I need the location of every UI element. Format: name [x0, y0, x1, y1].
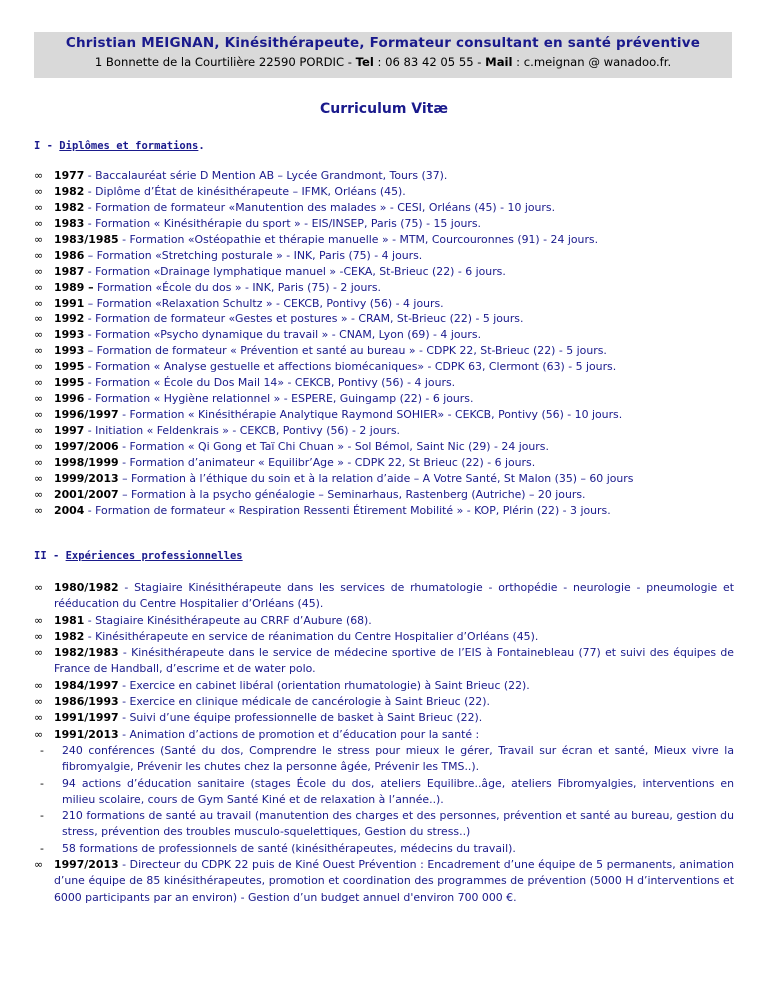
diplome-item — [34, 471, 734, 487]
bullet-icon: ∞ — [34, 376, 44, 390]
bullet-icon: ∞ — [34, 727, 44, 741]
item-text: – Formation à la psycho généalogie – Seminarhaus, Rastenberg (Autriche) – 20 jours. — [118, 487, 586, 501]
item-year: 1997/2006 — [54, 439, 119, 453]
item-text: - Suivi d’une équipe professionnelle de basket à Saint Brieuc (22). — [118, 711, 483, 725]
bullet-icon: ∞ — [34, 471, 44, 485]
item-year: 1977 — [54, 169, 85, 182]
experience-item — [34, 694, 734, 710]
item-year: 1991/1997 — [54, 711, 119, 725]
experience-subitem — [40, 841, 734, 857]
experience-item — [34, 613, 734, 629]
diplomes-list — [34, 168, 734, 519]
subitem-text: 58 formations de professionnels de santé (kinésithérapeutes, médecins du travail). — [62, 841, 516, 855]
item-year: 1981 — [54, 613, 85, 627]
item-year: 1987 — [54, 264, 85, 278]
diplome-item — [34, 359, 734, 375]
item-year: 1995 — [54, 360, 85, 374]
bullet-icon: ∞ — [34, 487, 44, 501]
item-text: - Stagiaire Kinésithérapeute dans les services de rhumatologie - orthopédie - neurologie - pneumologie et rééducation du Centre Hospitalier d’Orléans (45). — [54, 581, 734, 611]
item-year: 2004 — [54, 503, 85, 517]
bullet-icon: ∞ — [34, 455, 44, 469]
experience-item — [34, 857, 734, 906]
item-year: 1980/1982 — [54, 581, 119, 594]
item-text: Formation «École du dos » - INK, Paris (75) - 2 jours. — [93, 280, 381, 294]
experience-item — [34, 727, 734, 857]
diplome-item — [34, 296, 734, 312]
item-text: – Formation «Relaxation Schultz » - CEKCB, Pontivy (56) - 4 jours. — [84, 296, 444, 310]
item-text: - Formation « Analyse gestuelle et affections biomécaniques» - CDPK 63, Clermont (63) - 5 jours. — [84, 360, 617, 374]
item-year: 1982 — [54, 629, 85, 643]
diplome-item — [34, 280, 734, 296]
item-year: 1982 — [54, 200, 85, 214]
item-year: 2001/2007 — [54, 487, 119, 501]
item-year: 1986 — [54, 248, 85, 262]
experience-subitem — [40, 743, 734, 776]
item-text: - Animation d’actions de promotion et d’éducation pour la santé : — [118, 727, 480, 741]
item-text: - Formation de formateur « Respiration Ressenti Étirement Mobilité » - KOP, Plérin (22) - 3 jours. — [84, 503, 611, 517]
bullet-icon: ∞ — [34, 858, 44, 872]
header-banner — [34, 32, 732, 78]
bullet-icon: ∞ — [34, 629, 44, 643]
bullet-icon: ∞ — [34, 232, 44, 246]
diplome-item — [34, 327, 734, 343]
bullet-icon: ∞ — [34, 646, 44, 660]
item-text: - Stagiaire Kinésithérapeute au CRRF d’Aubure (68). — [84, 613, 372, 627]
bullet-icon: ∞ — [34, 280, 44, 294]
bullet-icon: ∞ — [34, 408, 44, 422]
bullet-icon: ∞ — [34, 184, 44, 198]
item-text: - Formation « Kinésithérapie du sport » - EIS/INSEP, Paris (75) - 15 jours. — [84, 216, 482, 230]
section1-title: Diplômes et formations — [59, 140, 199, 152]
diplome-item — [34, 487, 734, 503]
item-year: 1982 — [54, 184, 85, 198]
item-text: - Kinésithérapeute dans le service de médecine sportive de l’EIS à Fontainebleau (77) et suivi des équipes de France de Handball, d’escrime et de water polo. — [54, 646, 734, 676]
diplome-item — [34, 184, 734, 200]
mail-label: Mail — [485, 55, 513, 69]
diplome-item — [34, 407, 734, 423]
subitem-text: 240 conférences (Santé du dos, Comprendre le stress pour mieux le gérer, Travail sur écran et santé, Mieux vivre la fibromyalgie, Prévenir les chutes chez la personne âgée, Prévenir les TMS..). — [62, 743, 734, 774]
section-heading-diplomes — [34, 140, 205, 152]
section2-title: Expériences professionnelles — [65, 550, 243, 562]
bullet-icon: ∞ — [34, 216, 44, 230]
item-text: - Kinésithérapeute en service de réanimation du Centre Hospitalier d’Orléans (45). — [84, 629, 539, 643]
item-year: 1999/2013 — [54, 471, 119, 485]
section1-number: I - — [34, 140, 60, 152]
diplome-item — [34, 200, 734, 216]
bullet-icon: ∞ — [34, 678, 44, 692]
experience-sublist-wrap — [40, 743, 734, 857]
experience-item — [34, 678, 734, 694]
diplome-item — [34, 391, 734, 407]
item-text: - Baccalauréat série D Mention AB – Lycée Grandmont, Tours (37). — [84, 169, 448, 182]
item-text: - Initiation « Feldenkrais » - CEKCB, Pontivy (56) - 2 jours. — [84, 424, 400, 437]
subitem-text: 94 actions d’éducation sanitaire (stages École du dos, ateliers Equilibre..âge, ateliers Fibromyalgies, interventions en milieu scolaire, cours de Gym Santé Kiné et de relaxation à l’année..). — [62, 776, 734, 806]
bullet-icon: ∞ — [34, 439, 44, 453]
mail-value: : c.meignan @ wanadoo.fr. — [512, 55, 672, 69]
item-text: - Exercice en clinique médicale de cancérologie à Saint Brieuc (22). — [118, 695, 490, 709]
item-year: 1993 — [54, 328, 85, 342]
item-text: – Formation à l’éthique du soin et à la relation d’aide – A Votre Santé, St Malon (35) – 60 jours — [118, 471, 634, 485]
tel-value: : 06 83 42 05 55 - — [373, 55, 486, 69]
item-year: 1997 — [54, 424, 85, 437]
item-text: - Formation «Psycho dynamique du travail » - CNAM, Lyon (69) - 4 jours. — [84, 328, 482, 342]
section-heading-experiences — [34, 550, 243, 562]
item-text: – Formation «Stretching posturale » - INK, Paris (75) - 4 jours. — [84, 248, 423, 262]
bullet-icon: ∞ — [34, 200, 44, 214]
bullet-icon: ∞ — [34, 360, 44, 374]
dash-icon: - — [40, 841, 44, 855]
item-year: 1986/1993 — [54, 695, 119, 709]
experience-item — [34, 710, 734, 726]
bullet-icon: ∞ — [34, 169, 44, 182]
section1-suffix: . — [198, 140, 205, 152]
experience-item — [34, 645, 734, 678]
item-text: - Formation «Ostéopathie et thérapie manuelle » - MTM, Courcouronnes (91) - 24 jours. — [118, 232, 599, 246]
experience-item — [34, 629, 734, 645]
diplome-item — [34, 216, 734, 232]
diplome-item — [34, 232, 734, 248]
diplome-item — [34, 423, 734, 439]
header-contact — [34, 55, 732, 69]
item-year: 1991/2013 — [54, 727, 119, 741]
diplome-item — [34, 439, 734, 455]
experiences-list — [34, 580, 734, 906]
item-year: 1983 — [54, 216, 85, 230]
bullet-icon: ∞ — [34, 695, 44, 709]
bullet-icon: ∞ — [34, 344, 44, 358]
diplome-item — [34, 455, 734, 471]
item-year: 1993 — [54, 344, 85, 358]
experience-subitem — [40, 776, 734, 809]
bullet-icon: ∞ — [34, 296, 44, 310]
item-year: 1982/1983 — [54, 646, 119, 660]
bullet-icon: ∞ — [34, 312, 44, 326]
tel-label: Tel — [355, 55, 374, 69]
item-text: - Formation de formateur «Gestes et postures » - CRAM, St-Brieuc (22) - 5 jours. — [84, 312, 524, 326]
item-text: - Formation « Kinésithérapie Analytique Raymond SOHIER» - CEKCB, Pontivy (56) - 10 jours. — [118, 408, 623, 422]
item-text: - Formation «Drainage lymphatique manuel » -CEKA, St-Brieuc (22) - 6 jours. — [84, 264, 506, 278]
bullet-icon: ∞ — [34, 613, 44, 627]
experience-sublist — [40, 743, 734, 857]
bullet-icon: ∞ — [34, 424, 44, 437]
bullet-icon: ∞ — [34, 248, 44, 262]
dash-icon: - — [40, 809, 44, 823]
experience-item — [34, 580, 734, 613]
dash-icon: - — [40, 776, 44, 790]
item-text: - Diplôme d’État de kinésithérapeute – IFMK, Orléans (45). — [84, 184, 406, 198]
bullet-icon: ∞ — [34, 392, 44, 406]
diplome-item — [34, 264, 734, 280]
item-year: 1996/1997 — [54, 408, 119, 422]
item-text: – Formation de formateur « Prévention et santé au bureau » - CDPK 22, St-Brieuc (22) - 5 jours. — [84, 344, 607, 358]
item-year: 1995 — [54, 376, 85, 390]
bullet-icon: ∞ — [34, 328, 44, 342]
header-address: 1 Bonnette de la Courtilière 22590 PORDIC - — [94, 55, 356, 69]
header-title: Christian MEIGNAN, Kinésithérapeute, Formateur consultant en santé préventive — [65, 35, 701, 51]
item-text: - Formation de formateur «Manutention des malades » - CESI, Orléans (45) - 10 jours. — [84, 200, 556, 214]
bullet-icon: ∞ — [34, 264, 44, 278]
subitem-text: 210 formations de santé au travail (manutention des charges et des personnes, prévention et santé au bureau, gestion du stress, prévention des troubles musculo-squelettiques, Gestion du stress..) — [62, 809, 734, 839]
diplome-item — [34, 375, 734, 391]
bullet-icon: ∞ — [34, 581, 44, 594]
diplome-item — [34, 311, 734, 327]
item-year: 1996 — [54, 392, 85, 406]
diplome-item — [34, 248, 734, 264]
diplome-item — [34, 343, 734, 359]
item-text: - Formation d’animateur « Equilibr’Age » - CDPK 22, St Brieuc (22) - 6 jours. — [118, 455, 536, 469]
cv-title: Curriculum Vitæ — [319, 101, 449, 117]
experience-subitem — [40, 808, 734, 841]
item-year: 1998/1999 — [54, 455, 119, 469]
item-text: - Formation « Qi Gong et Taï Chi Chuan » - Sol Bémol, Saint Nic (29) - 24 jours. — [118, 439, 549, 453]
section2-number: II - — [34, 550, 66, 562]
dash-icon: - — [40, 743, 44, 757]
item-text: - Exercice en cabinet libéral (orientation rhumatologie) à Saint Brieuc (22). — [118, 678, 530, 692]
bullet-icon: ∞ — [34, 503, 44, 517]
bullet-icon: ∞ — [34, 711, 44, 725]
item-year: 1983/1985 — [54, 232, 119, 246]
diplome-item — [34, 503, 734, 519]
item-year: 1984/1997 — [54, 678, 119, 692]
diplome-item — [34, 168, 734, 184]
item-year: 1989 – — [54, 280, 94, 294]
item-year: 1997/2013 — [54, 858, 119, 872]
item-year: 1992 — [54, 312, 85, 326]
item-text: - Formation « Hygiène relationnel » - ESPERE, Guingamp (22) - 6 jours. — [84, 392, 474, 406]
item-year: 1991 — [54, 296, 85, 310]
item-text: - Formation « École du Dos Mail 14» - CEKCB, Pontivy (56) - 4 jours. — [84, 376, 456, 390]
item-text: - Directeur du CDPK 22 puis de Kiné Ouest Prévention : Encadrement d’une équipe de 5 permanents, animation d’une équipe de 85 kinésithérapeutes, promotion et coordination des programmes de prévention (5000 H d’interventions et 6000 participants par an environ) - Gestion d’un budget annuel d'environ 700 000 €. — [54, 858, 734, 904]
